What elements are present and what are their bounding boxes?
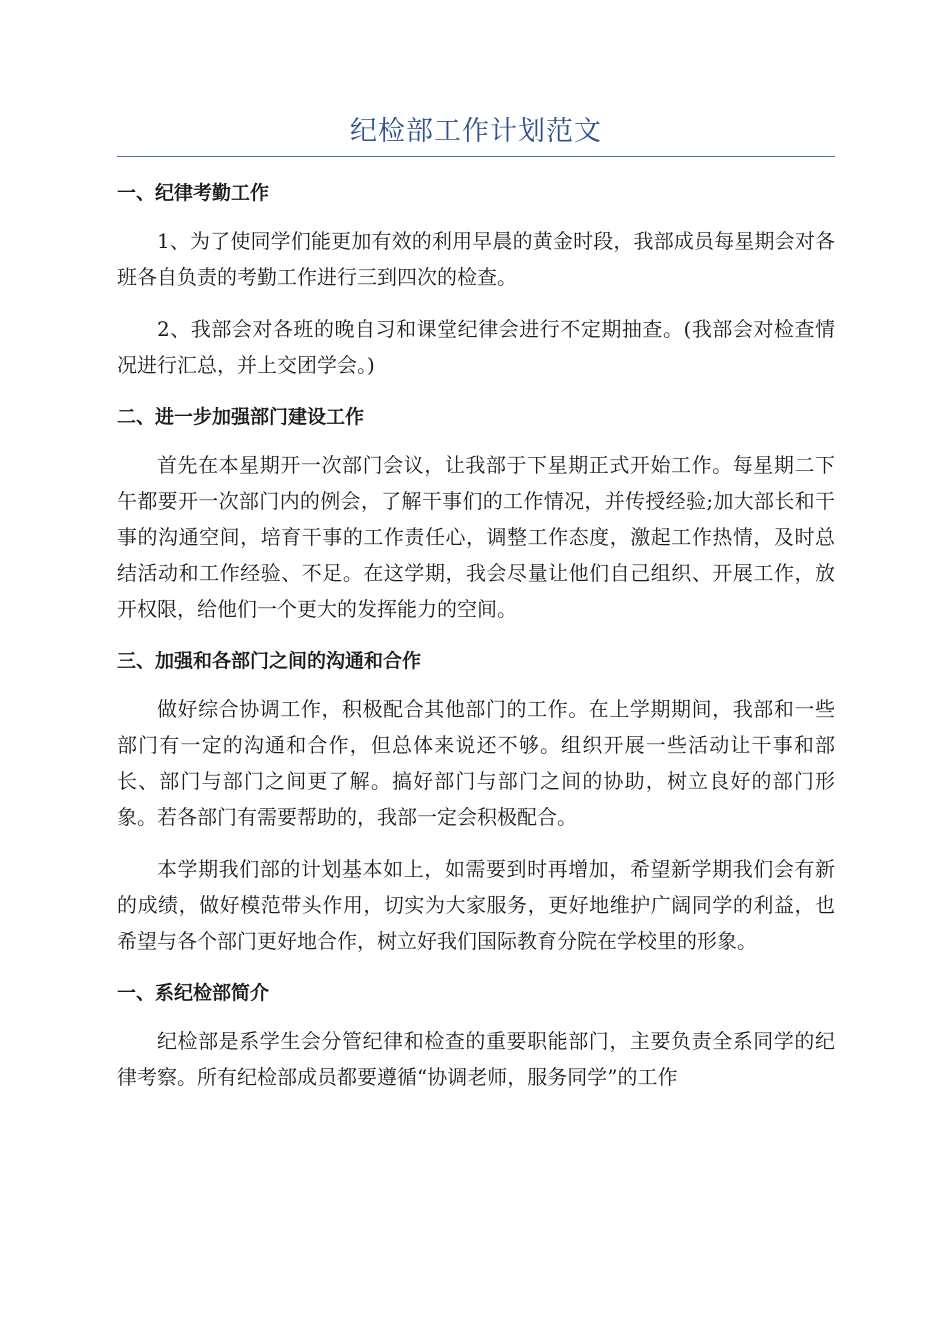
paragraph: 做好综合协调工作，积极配合其他部门的工作。在上学期期间，我部和一些部门有一定的沟通和合作，但总体来说还不够。组织开展一些活动让干事和部长、部门与部门之间更了解。搞好部门与部门之间的协助，树立良好的部门形象。若各部门有需要帮助的，我部一定会积极配合。 [117,697,835,829]
document-title: 纪检部工作计划范文 [117,112,835,157]
paragraph: 首先在本星期开一次部门会议，让我部于下星期正式开始工作。每星期二下午都要开一次部门内的例会，了解干事们的工作情况，并传授经验;加大部长和干事的沟通空间，培育干事的工作责任心，调整工作态度，激起工作热情，及时总结活动和工作经验、不足。在这学期，我会尽量让他们自己组织、开展工作，放开权限，给他们一个更大的发挥能力的空间。 [117,453,835,621]
paragraph: 1、为了使同学们能更加有效的利用早晨的黄金时段，我部成员每星期会对各班各自负责的考勤工作进行三到四次的检查。 [117,229,835,289]
section-heading: 三、加强和各部门之间的沟通和合作 [117,650,422,672]
paragraph: 本学期我们部的计划基本如上，如需要到时再增加，希望新学期我们会有新的成绩，做好模范带头作用，切实为大家服务，更好地维护广阔同学的利益，也希望与各个部门更好地合作，树立好我们国际教育分院在学校里的形象。 [117,857,835,953]
section-heading: 二、进一步加强部门建设工作 [117,406,365,428]
paragraph: 纪检部是系学生会分管纪律和检查的重要职能部门，主要负责全系同学的纪律考察。所有纪检部成员都要遵循“协调老师，服务同学”的工作 [117,1029,835,1089]
section-heading: 一、纪律考勤工作 [117,182,270,204]
section-heading: 一、系纪检部简介 [117,982,270,1004]
paragraph: 2、我部会对各班的晚自习和课堂纪律会进行不定期抽查。(我部会对检查情况进行汇总，并上交团学会。) [117,317,835,377]
document-page [117,0,835,1095]
